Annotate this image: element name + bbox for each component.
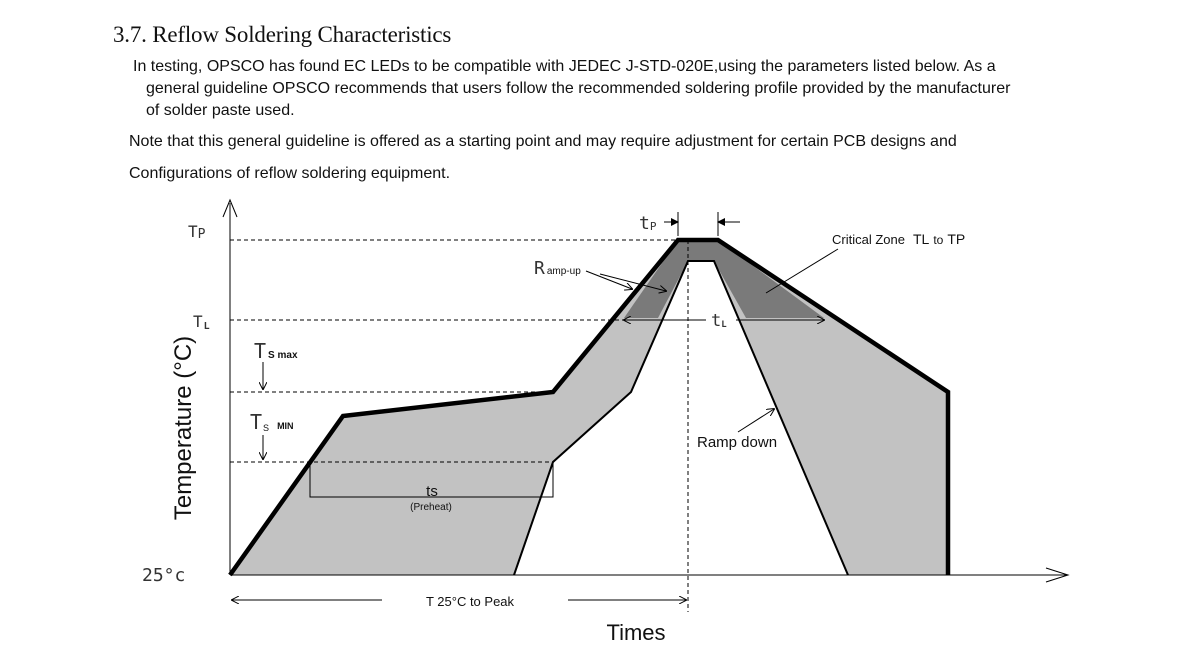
- outer-process-band: [230, 240, 948, 575]
- room-temperature-label: 25°c: [142, 565, 186, 586]
- t25-to-peak-label: T 25°C to Peak: [425, 594, 515, 609]
- tp-time-label: tP: [639, 213, 657, 234]
- ramp-up-label: Ramp-up: [534, 258, 581, 279]
- note-line-1: Note that this general guideline is offered as a starting point and may require adjustment for certain PCB designs and: [129, 133, 957, 150]
- ramp-down-pointer: [738, 409, 774, 432]
- ramp-down-label: Ramp down: [697, 434, 778, 451]
- tl-axis-label: TL: [193, 312, 210, 332]
- tsmin-label: TS MIN: [250, 410, 294, 434]
- preheat-label: (Preheat): [410, 502, 452, 513]
- tl-time-label: tL: [711, 311, 727, 331]
- tsmax-label: T S max: [254, 339, 298, 363]
- x-axis-title: Times: [606, 620, 666, 645]
- section-title: 3.7. Reflow Soldering Characteristics: [113, 22, 452, 47]
- intro-line-1: In testing, OPSCO has found EC LEDs to be compatible with JEDEC J-STD-020E,using the parameters listed below. As a: [133, 58, 996, 75]
- y-axis-title: Temperature (°C): [170, 335, 197, 521]
- ts-label: ts: [426, 483, 438, 500]
- note-line-2: Configurations of reflow soldering equipment.: [129, 165, 451, 182]
- critical-zone-pointer: [766, 249, 838, 293]
- tp-axis-label: TP: [188, 222, 206, 242]
- intro-line-2: general guideline OPSCO recommends that users follow the recommended soldering profile provided by the manufacturer: [146, 80, 1011, 97]
- critical-zone-label: Critical Zone TL to TP: [832, 231, 966, 247]
- intro-line-3: of solder paste used.: [146, 102, 295, 119]
